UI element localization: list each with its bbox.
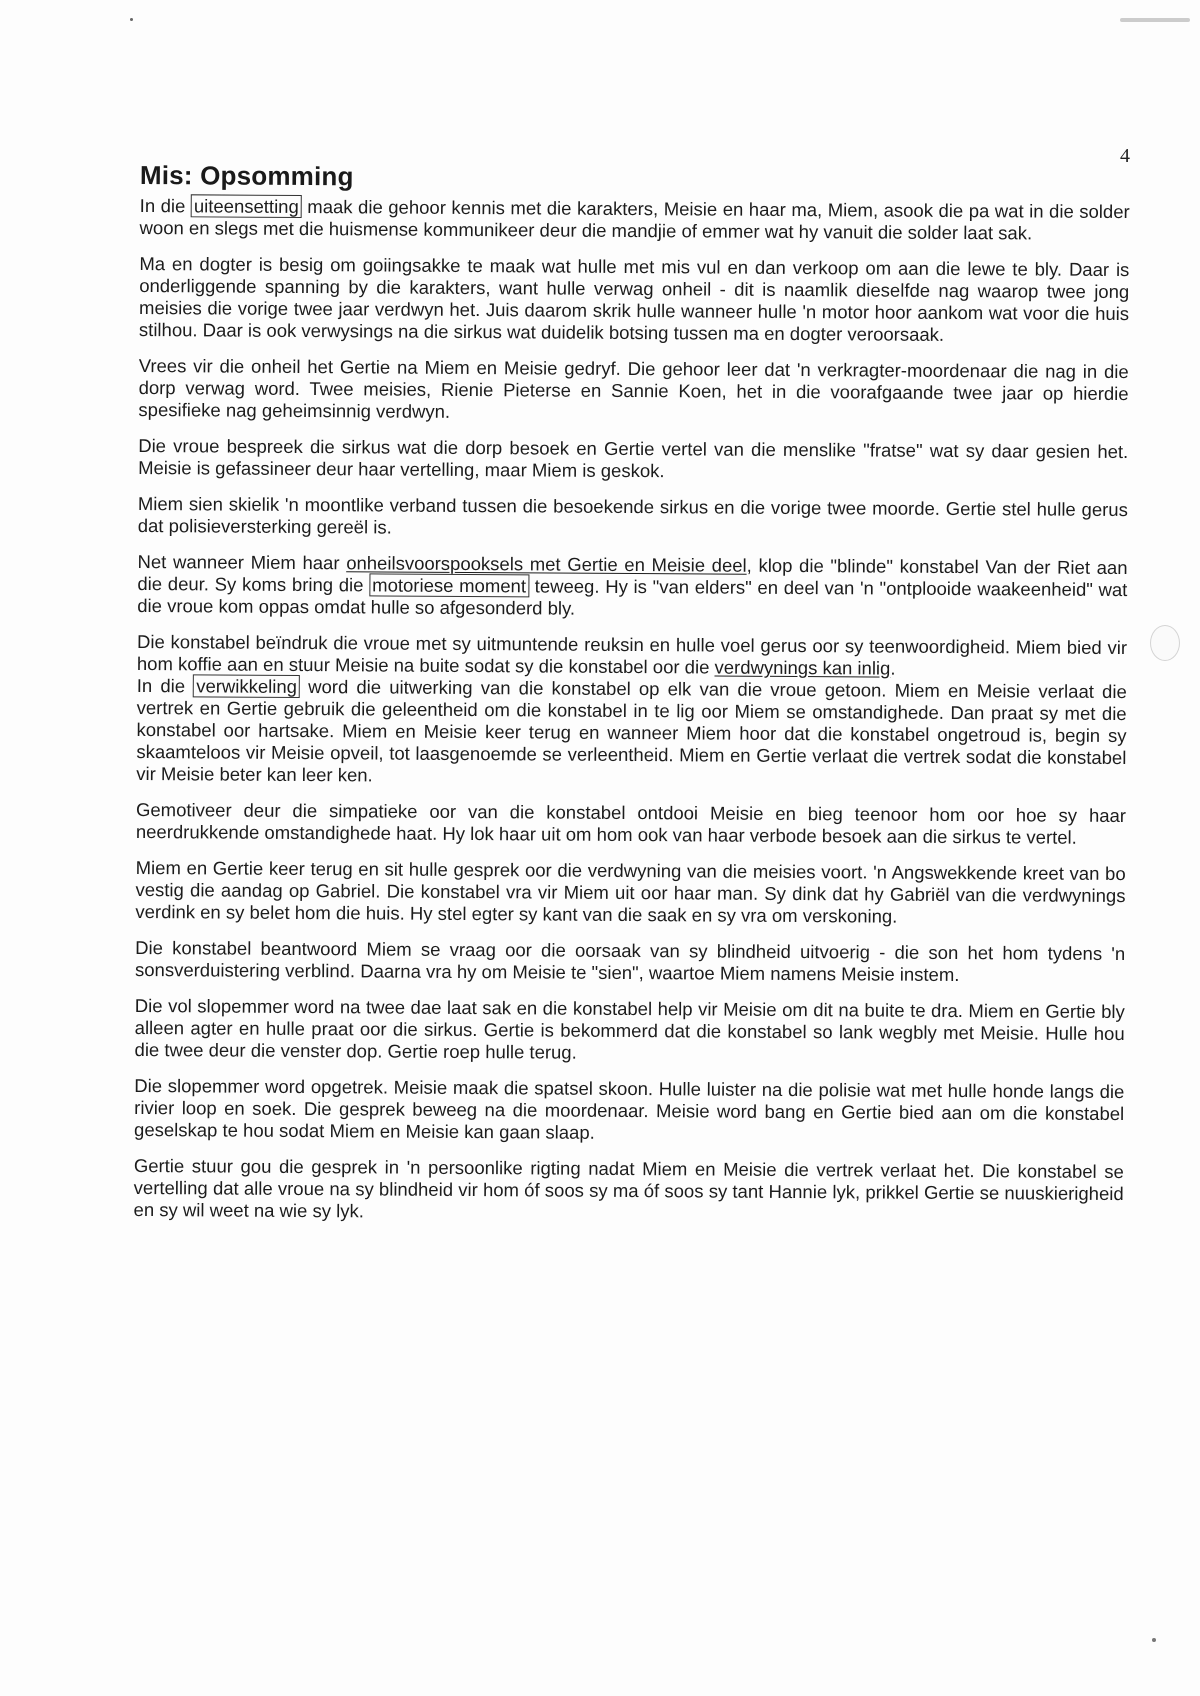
paragraph-text: In die — [136, 674, 194, 697]
paragraph: Gemotiveer deur die simpatieke oor van die konstabel ontdooi Meisie en bieg teenoor hom oor hoe sy haar neerdrukkende omstandighede haat. Hy lok haar uit om hom ook van haar verbode besoek aan die sirkus te vertel. — [135, 798, 1127, 848]
paragraph-text: In die — [139, 194, 191, 217]
scan-speck — [1152, 1638, 1156, 1642]
paragraph-text: . — [890, 657, 896, 679]
paragraph-motoric-moment — [137, 551, 1127, 623]
paragraph: Die slopemmer word opgetrek. Meisie maak die spatsel skoon. Hulle luister na die polisie wat met hulle honde langs die rivier loop en soek. Die gesprek beweeg na die moordenaar. Meisie word bang en Gertie bied aan om die konstabel geselskap te hou sodat Miem en Meisie kan gaan slaap. — [134, 1074, 1125, 1143]
paragraph-exposition — [140, 195, 1130, 245]
page-number: 4 — [1120, 145, 1130, 167]
paragraph-complication — [136, 675, 1127, 791]
page-title: Mis: Opsomming — [139, 160, 354, 192]
paragraph — [137, 631, 1127, 681]
boxed-term-uiteensetting: uiteensetting — [191, 194, 302, 218]
paragraph-text: teweeg. Hy is "van elders" en deel van 'n "ontplooide waakeenheid" wat die vroue kom oppas omdat hulle so afgesonderd bly. — [137, 575, 1128, 619]
document-body — [133, 160, 1130, 1241]
underlined-phrase: onheilsvoorspooksels met Gertie en Meisie deel — [346, 552, 747, 576]
paragraph-text: Die konstabel beïndruk die vroue met sy uitmuntende reuksin en hulle voel gerus oor sy teenwoordigheid. Miem bied vir hom koffie aan en stuur Meisie na buite sodat sy die konstabel oor die — [136, 630, 1128, 678]
paragraph: Die vol slopemmer word na twee dae laat sak en die konstabel help vir Meisie om dit na buite te dra. Miem en Gertie bly alleen agter en hulle praat oor die sirkus. Gertie is bekommerd dat die konstabel so lank wegbly met Meisie. Hulle hou die twee deur die venster dop. Gertie roep hulle terug. — [134, 994, 1125, 1063]
paragraph-text: maak die gehoor kennis met die karakters, Meisie en haar ma, Miem, asook die pa wat in die solder woon en slegs met die huismense kommunikeer deur die mandjie of emmer wat hy vanuit die solder laat sak. — [139, 195, 1130, 244]
paragraph: Vrees vir die onheil het Gertie na Miem en Meisie gedryf. Die gehoor leer dat 'n verkragter-moordenaar die nag in die dorp verwag word. Twee meisies, Rienie Pieterse en Sannie Koen, het in die voorafgaande twee jaar op hierdie spesifieke nag geheimsinnig verdwyn. — [138, 354, 1129, 422]
paragraph-text: word die uitwerking van die konstabel op elk van die vroue getoon. Miem en Meisie verlaat die vertrek en Gertie gebruik die geleentheid om die konstabel in te lig oor Miem se omstandighede. Dan praat sy met die konstabel oor hartsake. Miem en Meisie keer terug en wanneer Miem hoor dat die konstabel ongetroud is, begin sy skaamteloos vir Meisie opveil, tot laasgenoemde se verleentheid. Miem en Gertie verlaat die vertrek sodat die konstabel vir Meisie beter kan leer ken. — [136, 675, 1127, 786]
paragraph: Miem sien skielik 'n moontlike verband tussen die besoekende sirkus en die vorige twee moorde. Gertie stel hulle gerus dat polisieversterking gereël is. — [137, 492, 1128, 538]
underlined-phrase: verdwynings kan inlig — [714, 656, 891, 679]
punch-hole — [1150, 625, 1180, 661]
boxed-term-verwikkeling: verwikkeling — [193, 674, 300, 698]
boxed-term-motoriese-moment: motoriese moment — [369, 573, 529, 597]
paragraph-text: , klop die "blinde" konstabel Van der Riet aan die deur. Sy koms bring die — [137, 554, 1128, 596]
paragraph: Gertie stuur gou die gesprek in 'n persoonlike rigting nadat Miem en Meisie die vertrek verlaat het. Die konstabel se vertelling dat alle vroue na sy blindheid vir hom óf soos sy ma óf soos sy tant Hannie lyk, prikkel Gertie se nuuskierigheid en sy wil weet na wie sy lyk. — [133, 1154, 1124, 1222]
scan-speck — [130, 18, 133, 21]
paragraph: Die konstabel beantwoord Miem se vraag oor die oorsaak van sy blindheid uitvoerig - die son het hom tydens 'n sonsverduistering verblind. Daarna vra hy om Meisie te "sien", waartoe Miem namens Meisie instem. — [134, 936, 1126, 986]
paragraph-text: Net wanneer Miem haar — [137, 550, 347, 574]
paragraph: Ma en dogter is besig om goiingsakke te maak wat hulle met mis vul en dan verkoop om aan die lewe te bly. Daar is onderliggende spanning by die karakters, want hulle verwag onheil - dit is naamlik dieselfde nag waarop twee jong meisies die vorige twee jaar verdwyn het. Juis daarom skrik hulle wanneer hulle 'n motor hoor aankom wat voor die huis stilhou. Daar is ook verwysings na die sirkus wat duidelik botsing tussen ma en dogter veroorsaak. — [138, 252, 1130, 345]
scan-smudge — [1120, 18, 1190, 22]
paragraph: Die vroue bespreek die sirkus wat die dorp besoek en Gertie vertel van die menslike "fratse" wat sy daar gesien het. Meisie is gefassineer deur haar vertelling, maar Miem is geskok. — [138, 434, 1129, 482]
paragraph: Miem en Gertie keer terug en sit hulle gesprek oor die verdwyning van die meisies voort. 'n Angswekkende kreet van bo vestig die aandag op Gabriel. Die konstabel vra vir Miem uit oor haar man. Sy dink dat hy Gabriël van die verdwynings verdink en sy belet hom die huis. Hy stel egter sy kant van die saak en sy vra om verskoning. — [135, 856, 1126, 927]
